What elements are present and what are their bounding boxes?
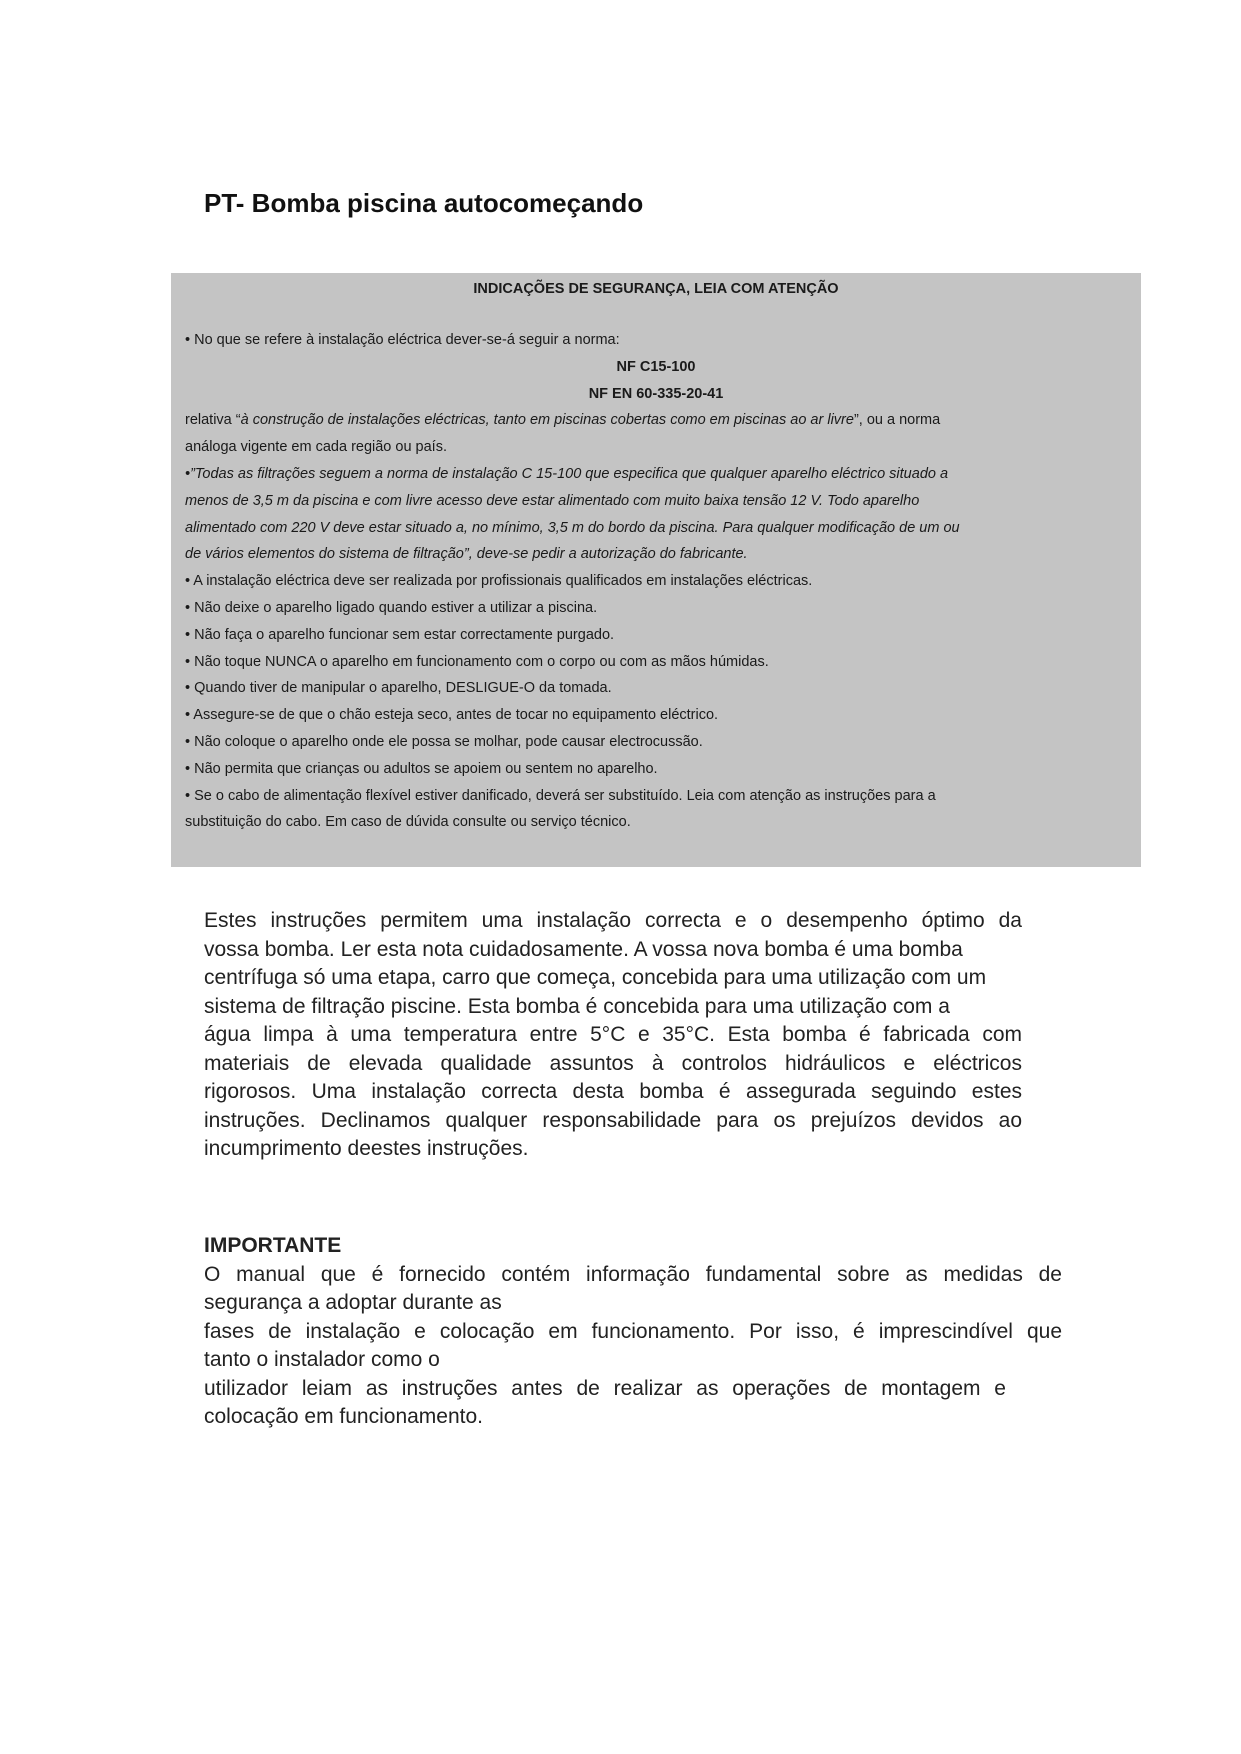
important-line: segurança a adoptar durante as — [204, 1291, 502, 1314]
italic-line: menos de 3,5 m da piscina e com livre acesso deve estar alimentado com muito baixa tensão 12 V. Todo aparelho — [185, 492, 920, 509]
safety-bullet: • Não coloque o aparelho onde ele possa se molhar, pode causar electrocussão. — [185, 733, 703, 750]
important-title: IMPORTANTE — [204, 1234, 342, 1257]
page-title: PT- Bomba piscina autocomeçando — [204, 188, 644, 218]
intro-line: sistema de filtração piscine. Esta bomba é concebida para uma utilização com a — [204, 994, 950, 1018]
important-line: colocação em funcionamento. — [204, 1405, 483, 1428]
safety-bullet: • Se o cabo de alimentação flexível estiver danificado, deverá ser substituído. Leia com atenção as instruções para a — [185, 787, 936, 804]
safety-bullet: substituição do cabo. Em caso de dúvida consulte ou serviço técnico. — [185, 814, 631, 831]
intro-line: rigorosos. Uma instalação correcta desta bomba é assegurada seguindo estes — [204, 1080, 1022, 1103]
relativa-prefix: relativa “ — [185, 412, 241, 429]
safety-bullet: • Não toque NUNCA o aparelho em funcionamento com o corpo ou com as mãos húmidas. — [185, 653, 769, 670]
relativa-line — [185, 407, 1029, 434]
safety-bullet: • Não faça o aparelho funcionar sem estar correctamente purgado. — [185, 626, 615, 643]
relativa-suffix: ”, ou a norma — [853, 412, 941, 429]
important-line: O manual que é fornecido contém informação fundamental sobre as medidas de — [204, 1262, 1062, 1286]
important-line: tanto o instalador como o — [204, 1348, 440, 1371]
safety-box — [171, 273, 1141, 867]
safety-bullet: • A instalação eléctrica deve ser realizada por profissionais qualificados em instalações eléctricas. — [185, 573, 813, 590]
italic-line: de vários elementos do sistema de filtração”, deve-se pedir a autorização do fabricante. — [185, 546, 748, 563]
safety-bullet: • Assegure-se de que o chão esteja seco, antes de tocar no equipamento eléctrico. — [185, 707, 719, 724]
relativa-italic: à construção de instalações eléctricas, tanto em piscinas cobertas como em piscinas ao ar livre — [240, 412, 854, 429]
analoga-line: análoga vigente em cada região ou país. — [185, 439, 447, 456]
important-line: fases de instalação e colocação em funcionamento. Por isso, é imprescindível que — [204, 1319, 1062, 1343]
intro-line: instruções. Declinamos qualquer responsabilidade para os prejuízos devidos ao — [204, 1108, 1022, 1132]
intro-line: vossa bomba. Ler esta nota cuidadosamente. A vossa nova bomba é uma bomba — [204, 937, 963, 961]
safety-bullet: • Não permita que crianças ou adultos se apoiem ou sentem no aparelho. — [185, 760, 658, 777]
safety-bullet: • Não deixe o aparelho ligado quando estiver a utilizar a piscina. — [185, 599, 598, 616]
norm-code-2: NF EN 60-335-20-41 — [588, 385, 724, 402]
important-line: utilizador leiam as instruções antes de realizar as operações de montagem e — [204, 1376, 1006, 1400]
safety-bullet: • Quando tiver de manipular o aparelho, DESLIGUE-O da tomada. — [185, 680, 612, 697]
intro-line: água limpa à uma temperatura entre 5°C e 35°C. Esta bomba é fabricada com — [204, 1023, 1022, 1046]
safety-heading: INDICAÇÕES DE SEGURANÇA, LEIA COM ATENÇÃO — [473, 281, 839, 297]
intro-line: centrífuga só uma etapa, carro que começa, concebida para uma utilização com um — [204, 966, 987, 989]
intro-line: Estes instruções permitem uma instalação correcta e o desempenho óptimo da — [204, 909, 1022, 932]
norm-code-1: NF C15-100 — [616, 358, 696, 375]
important-section — [204, 1232, 1062, 1432]
norma-line: • No que se refere à instalação eléctrica dever-se-á seguir a norma: — [185, 332, 620, 348]
italic-line: alimentado com 220 V deve estar situado a, no mínimo, 3,5 m do bordo da piscina. Para qualquer modificação de um ou — [185, 519, 960, 536]
italic-line: •”Todas as filtrações seguem a norma de instalação C 15-100 que especifica que qualquer aparelho eléctrico situado a — [185, 465, 949, 482]
intro-line: materiais de elevada qualidade assuntos à controlos hidráulicos e eléctricos — [204, 1051, 1022, 1075]
intro-paragraph — [204, 907, 1022, 1164]
intro-line: incumprimento deestes instruções. — [204, 1137, 529, 1160]
